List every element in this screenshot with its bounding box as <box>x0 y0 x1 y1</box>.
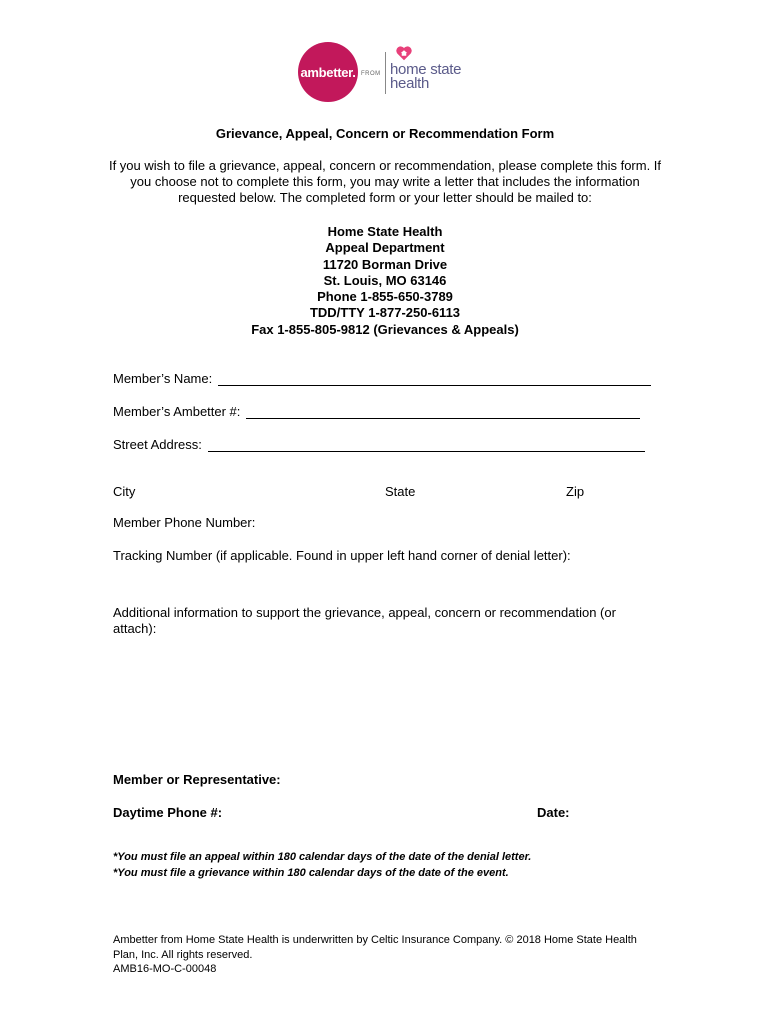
member-phone-label: Member Phone Number: <box>113 515 256 530</box>
footer-form-code: AMB16-MO-C-00048 <box>113 963 217 975</box>
member-or-representative-label: Member or Representative: <box>113 772 281 787</box>
hsh-line2: health <box>390 75 430 92</box>
member-ambetter-label: Member’s Ambetter #: <box>113 404 241 419</box>
hsh-line1: home state <box>390 61 462 78</box>
address-line: Fax 1-855-805-9812 (Grievances & Appeals) <box>251 321 519 337</box>
street-address-field <box>113 437 645 452</box>
grievance-deadline-note: *You must file a grievance within 180 calendar days of the date of the event. <box>113 867 509 879</box>
appeal-deadline-note: *You must file an appeal within 180 calendar days of the date of the denial letter. <box>113 851 532 863</box>
member-ambetter-field <box>113 404 640 419</box>
logo-divider <box>385 52 386 94</box>
member-name-input[interactable] <box>218 372 651 386</box>
ambetter-logo-text: ambetter. <box>300 64 356 80</box>
mailing-address <box>0 224 770 338</box>
ambetter-logo <box>298 42 358 102</box>
home-state-health-logo <box>390 63 461 91</box>
from-label: FROM <box>361 71 381 77</box>
member-name-field <box>113 371 651 386</box>
footer-copyright: Ambetter from Home State Health is underwritten by Celtic Insurance Company. © 2018 Home State Health Plan, Inc. All rights reserved. <box>113 934 637 961</box>
heart-icon <box>395 44 413 62</box>
address-line: Home State Health <box>327 224 443 239</box>
street-address-input[interactable] <box>208 438 645 452</box>
form-title: Grievance, Appeal, Concern or Recommendation Form <box>215 126 555 141</box>
member-ambetter-input[interactable] <box>246 405 640 419</box>
date-label: Date: <box>537 805 570 820</box>
address-line: 11720 Borman Drive <box>322 256 448 272</box>
city-label: City <box>113 484 136 499</box>
street-address-label: Street Address: <box>113 437 202 452</box>
zip-label: Zip <box>566 484 585 499</box>
address-line: Appeal Department <box>325 240 445 256</box>
header-logo <box>298 42 468 104</box>
additional-info-label: Additional information to support the grievance, appeal, concern or recommendation (or attach): <box>113 605 616 636</box>
intro-paragraph: If you wish to file a grievance, appeal, concern or recommendation, please complete this form. If you choose not to complete this form, you may write a letter that includes the information requested below. The completed form or your letter should be mailed to: <box>108 158 662 205</box>
tracking-number-label: Tracking Number (if applicable. Found in upper left hand corner of denial letter): <box>113 548 571 563</box>
daytime-phone-label: Daytime Phone #: <box>113 805 223 820</box>
footer <box>113 933 653 977</box>
state-label: State <box>385 484 416 499</box>
address-line: Phone 1-855-650-3789 <box>317 289 453 305</box>
address-line: TDD/TTY 1-877-250-6113 <box>309 305 461 321</box>
member-name-label: Member’s Name: <box>113 371 213 386</box>
address-line: St. Louis, MO 63146 <box>323 272 447 288</box>
